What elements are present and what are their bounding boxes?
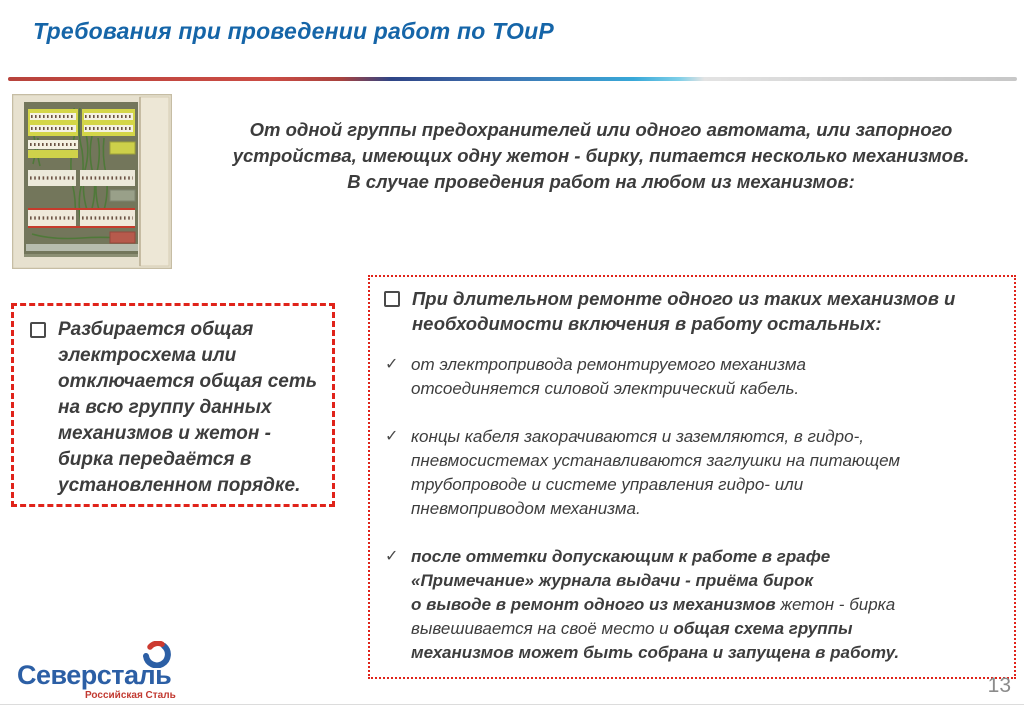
text-line: отключается общая сеть xyxy=(58,371,318,392)
text-line: пневмосистемах устанавливаются заглушки на питающем xyxy=(411,451,901,470)
right-note-box xyxy=(368,275,1016,679)
text-line: пневмоприводом механизма. xyxy=(411,499,641,518)
text-line: бирка передаётся в xyxy=(58,449,252,470)
page-title: Требования при проведении работ по ТОиР xyxy=(33,18,554,44)
page-number: 13 xyxy=(987,674,1011,697)
check-item xyxy=(384,353,1004,401)
text-line: от электропривода ремонтируемого механизма xyxy=(411,355,806,374)
ballot-box-icon xyxy=(384,291,400,307)
logo-tagline: Российская Сталь xyxy=(85,690,176,701)
text-line: отсоединяется силовой электрический кабель. xyxy=(411,379,800,398)
check-item xyxy=(384,425,1004,521)
text-line: электросхема или xyxy=(58,345,237,366)
text-line: необходимости включения в работу остальных: xyxy=(412,313,882,334)
left-note-box xyxy=(11,303,335,507)
intro-line: От одной группы предохранителей или одного автомата, или запорного xyxy=(249,119,953,140)
intro-paragraph xyxy=(185,117,1017,195)
text-line: о выводе в ремонт одного из механизмов жетон - бирка xyxy=(411,595,896,614)
checkmark-icon: ✓ xyxy=(385,548,399,565)
bottom-divider-line xyxy=(0,704,1024,705)
title-divider-line xyxy=(8,77,1017,81)
text-line: механизмов и жетон - xyxy=(58,423,271,444)
check-item xyxy=(384,545,1004,665)
text-line: на всю группу данных xyxy=(58,397,272,418)
text-line: концы кабеля закорачиваются и заземляются, в гидро-, xyxy=(411,427,864,446)
ballot-box-icon xyxy=(30,322,46,338)
checkmark-icon: ✓ xyxy=(385,428,399,445)
text-line: Разбирается общая xyxy=(58,319,254,340)
right-box-header xyxy=(384,286,1004,336)
text-line: установленном порядке. xyxy=(58,475,301,496)
text-line: механизмов может быть собрана и запущена в работу. xyxy=(411,643,900,662)
logo-wordmark: Северсталь xyxy=(17,660,172,690)
fuse-box-photo xyxy=(12,94,172,269)
text-line: При длительном ремонте одного из таких механизмов и xyxy=(412,288,956,309)
text-line: вывешивается на своё место и общая схема группы xyxy=(411,619,853,638)
text-line: трубопроводе и системе управления гидро- или xyxy=(411,475,804,494)
intro-line: устройства, имеющих одну жетон - бирку, питается несколько механизмов. xyxy=(232,145,970,166)
text-line: после отметки допускающим к работе в графе xyxy=(411,547,831,566)
intro-line: В случае проведения работ на любом из механизмов: xyxy=(347,171,855,192)
text-line: «Примечание» журнала выдачи - приёма бирок xyxy=(411,571,814,590)
left-note-text xyxy=(58,317,317,499)
checkmark-icon: ✓ xyxy=(385,356,399,373)
